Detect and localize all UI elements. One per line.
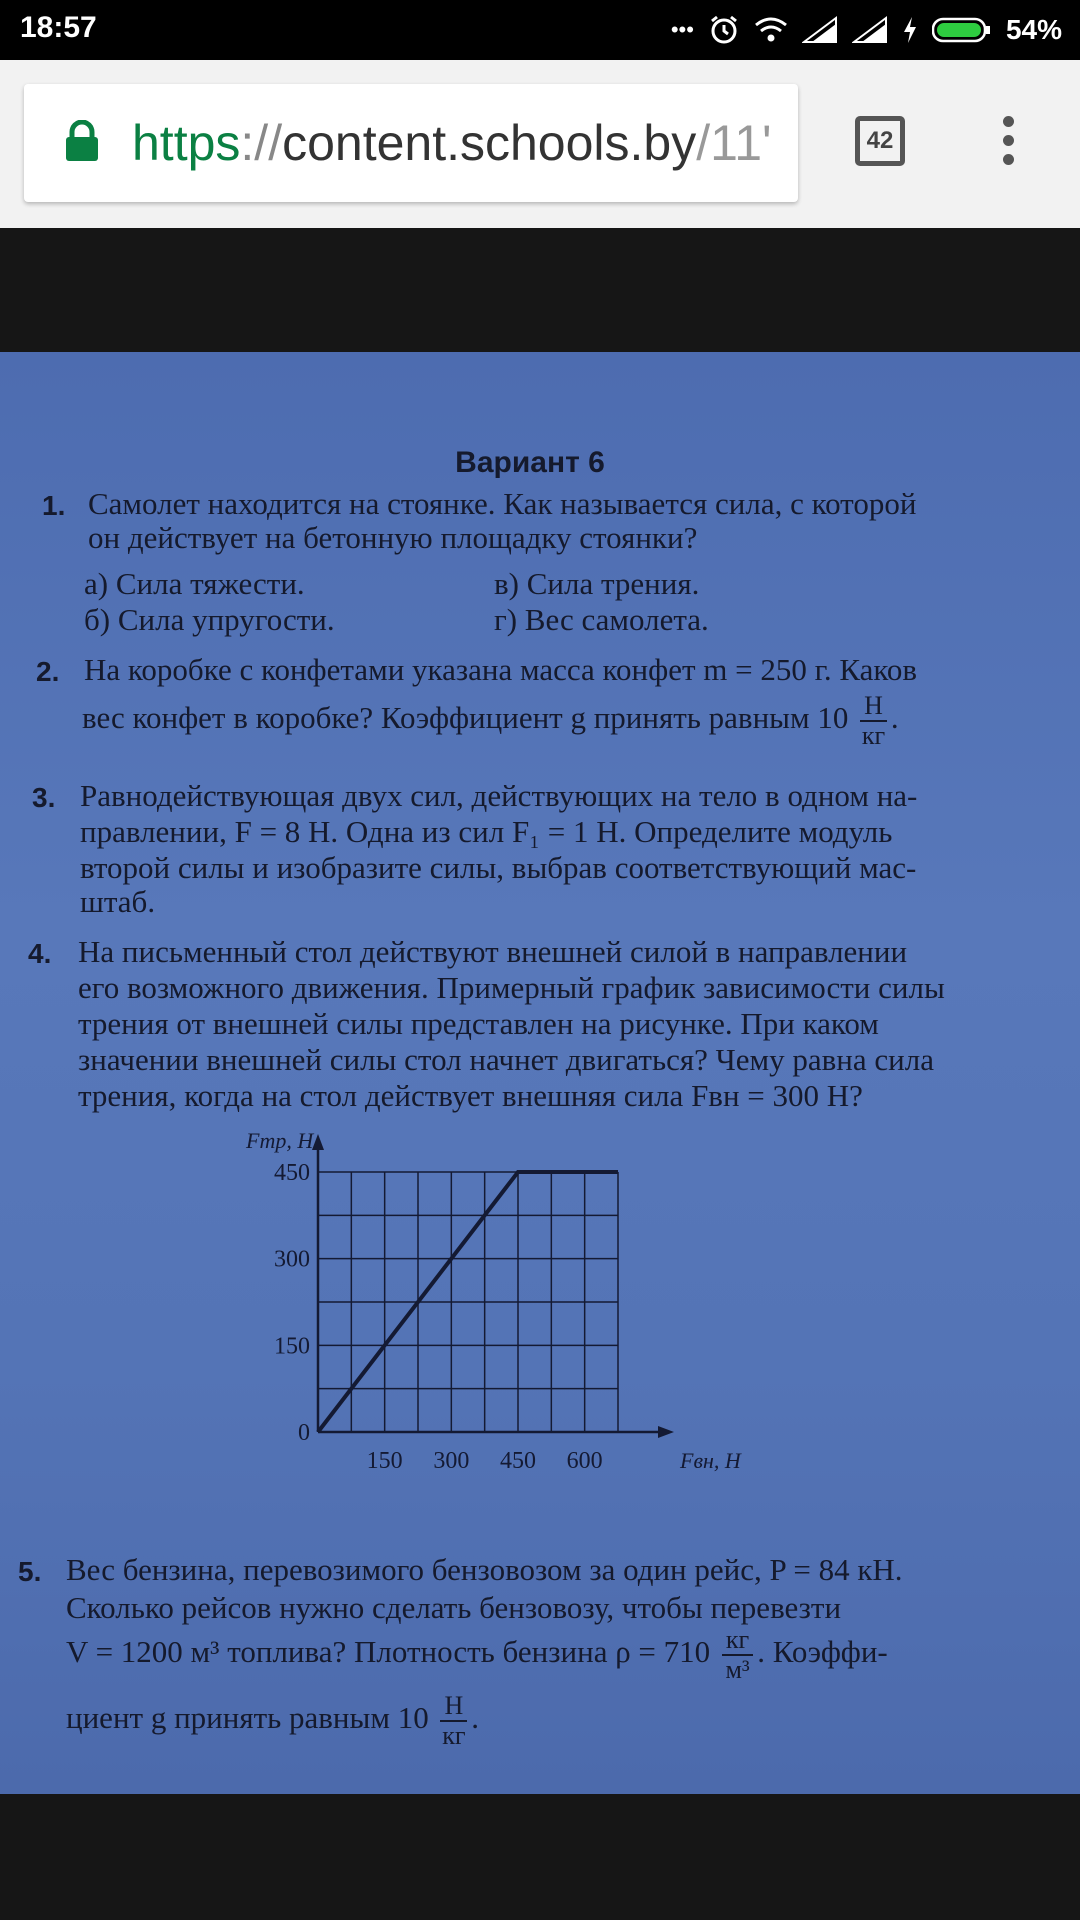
q4-text-line: На письменный стол действуют внешней силой в направлении <box>78 934 908 969</box>
tab-switcher-button[interactable]: 42 <box>855 116 905 166</box>
signal-icon <box>802 16 838 44</box>
x-tick-label: 150 <box>366 1448 403 1472</box>
fraction-numerator: Н <box>440 1692 467 1722</box>
q4-text-line: его возможного движения. Примерный график зависимости силы <box>78 970 945 1005</box>
q3-text-line: Равнодействующая двух сил, действующих на тело в одном на- <box>80 778 918 813</box>
q2-end: . <box>890 700 899 736</box>
q2-text-line2 <box>82 692 899 750</box>
url-text <box>132 114 772 172</box>
charging-icon <box>902 16 918 44</box>
q1-option-v: в) Сила трения. <box>494 566 700 601</box>
q3-text-line: штаб. <box>80 884 156 919</box>
y-tick-label: 450 <box>274 1160 310 1186</box>
q2-fraction <box>860 692 887 750</box>
signal-icon-2 <box>852 16 888 44</box>
variant-title: Вариант 6 <box>455 446 605 479</box>
address-bar[interactable] <box>24 84 798 202</box>
q1-option-g: г) Вес самолета. <box>494 602 709 637</box>
y-tick-label: 0 <box>298 1420 310 1446</box>
worksheet-photo <box>0 352 1080 1794</box>
y-axis-arrow <box>312 1134 324 1150</box>
friction-force-chart <box>230 1132 790 1472</box>
q4-text-line: трения, когда на стол действует внешняя сила Fвн = 300 Н? <box>78 1078 863 1113</box>
q2-text: вес конфет в коробке? Коэффициент g принять равным 10 <box>82 700 849 736</box>
q1-option-b: б) Сила упругости. <box>84 602 335 637</box>
q4-text-line: значении внешней силы стол начнет двигаться? Чему равна сила <box>78 1042 934 1077</box>
question-number: 1. <box>42 490 66 521</box>
url-path: /11' <box>696 115 772 171</box>
overflow-menu-button[interactable] <box>998 116 1018 172</box>
y-tick-label: 150 <box>274 1333 310 1360</box>
q5-text: V = 1200 м³ топлива? Плотность бензина ρ = 710 <box>66 1634 711 1670</box>
q5-g-fraction <box>440 1692 467 1750</box>
menu-dot-icon <box>1003 154 1014 165</box>
y-axis-label: Fтр, Н <box>246 1132 314 1153</box>
x-tick-label: 450 <box>500 1448 536 1472</box>
x-tick-label: 600 <box>566 1448 603 1472</box>
url-scheme: https <box>132 115 241 171</box>
q1-text-line: Самолет находится на стоянке. Как называется сила, с которой <box>88 486 917 521</box>
battery-percent: 54% <box>1005 14 1062 45</box>
q5-text-line4 <box>66 1692 479 1750</box>
notification-dots-icon: ••• <box>670 17 694 42</box>
fraction-numerator: Н <box>860 692 887 722</box>
y-tick-label: 300 <box>274 1246 310 1273</box>
status-icons <box>671 10 1062 50</box>
q5-text: циент g принять равным 10 <box>66 1700 429 1736</box>
fraction-denominator: кг <box>861 721 886 750</box>
alarm-icon <box>708 14 740 46</box>
url-separator: :// <box>240 115 283 171</box>
q1-text-line: он действует на бетонную площадку стоянки? <box>88 520 698 555</box>
x-axis-label: Fвн, Н <box>680 1448 741 1472</box>
q5-end: . <box>471 1700 480 1736</box>
fraction-numerator: кг <box>722 1626 753 1656</box>
q3-text-line: правлении, F = 8 Н. Одна из сил F₁ = 1 Н. Определите модуль <box>80 814 893 849</box>
q1-option-a: а) Сила тяжести. <box>84 566 305 601</box>
question-number: 2. <box>36 656 60 687</box>
battery-icon <box>932 16 992 44</box>
browser-toolbar <box>0 60 1080 228</box>
fraction-denominator: м³ <box>725 1655 750 1684</box>
menu-dot-icon <box>1003 116 1014 127</box>
fraction-denominator: кг <box>442 1721 466 1750</box>
q5-text-line: Сколько рейсов нужно сделать бензовозу, чтобы перевезти <box>66 1590 842 1625</box>
q2-text-line: На коробке с конфетами указана масса конфет m = 250 г. Каков <box>84 652 917 687</box>
url-host: content.schools.by <box>282 115 697 171</box>
x-tick-label: 300 <box>433 1448 470 1472</box>
q5-text-line: Вес бензина, перевозимого бензовозом за один рейс, P = 84 кН. <box>66 1552 903 1587</box>
question-number: 5. <box>18 1556 42 1587</box>
question-number: 3. <box>32 782 56 813</box>
question-number: 4. <box>28 938 52 969</box>
q5-density-fraction <box>722 1626 753 1684</box>
q3-text-line: второй силы и изобразите силы, выбрав соответствующий мас- <box>80 850 917 885</box>
status-time: 18:57 <box>20 11 97 44</box>
menu-dot-icon <box>1003 135 1014 146</box>
q5-text-line3 <box>66 1626 888 1684</box>
x-axis-arrow <box>658 1426 674 1438</box>
q5-text: . Коэффи- <box>757 1634 888 1670</box>
q4-text-line: трения от внешней силы представлен на рисунке. При каком <box>78 1006 879 1041</box>
status-bar <box>0 0 1080 60</box>
wifi-icon <box>754 16 788 44</box>
lock-icon <box>64 120 100 162</box>
